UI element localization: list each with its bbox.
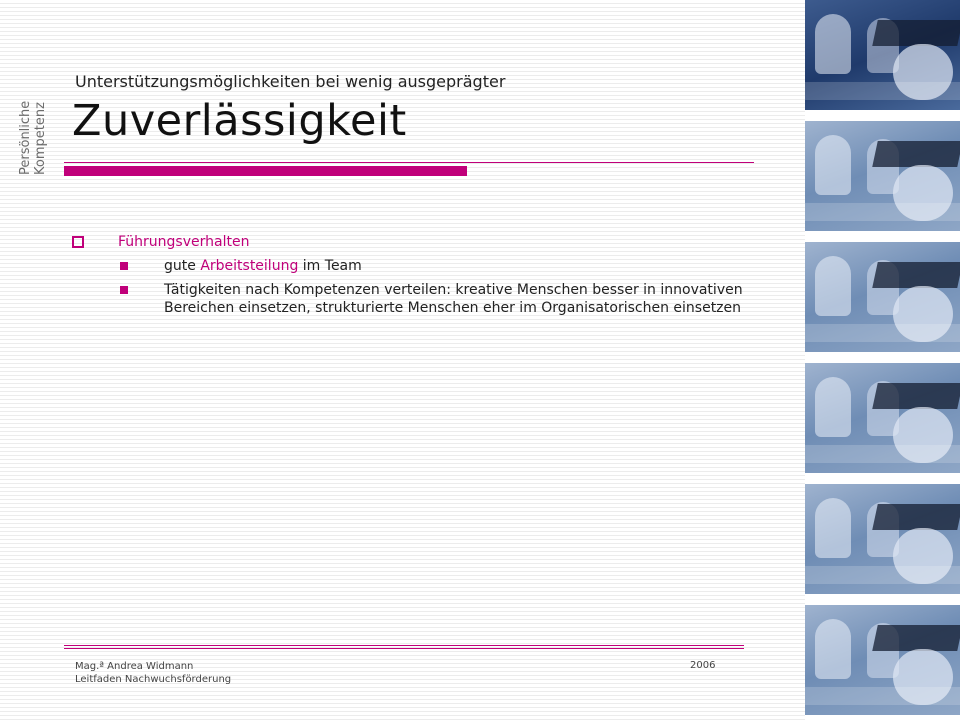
photo-tile <box>805 121 960 231</box>
slide-content <box>72 233 752 317</box>
photo-tile <box>805 0 960 110</box>
title-rule-thin <box>64 162 754 163</box>
bullet-heading: Führungsverhalten <box>118 234 250 250</box>
section-label <box>18 75 58 175</box>
footer-year: 2006 <box>690 660 716 671</box>
section-label-line2: Kompetenz <box>33 102 48 175</box>
photo-tile <box>805 363 960 473</box>
section-label-line1: Persönliche <box>18 100 33 175</box>
filled-square-bullet-icon <box>120 262 128 270</box>
photo-tile <box>805 484 960 594</box>
photo-strip <box>805 0 960 720</box>
slide-subtitle: Unterstützungsmöglichkeiten bei wenig ausgeprägter <box>75 72 506 91</box>
photo-tile <box>805 242 960 352</box>
bullet-text: Tätigkeiten nach Kompetenzen verteilen: kreative Menschen besser in innovativen Bereichen einsetzen, strukturierte Menschen eher im Organisatorischen einsetzen <box>164 282 743 316</box>
footer-credits <box>75 660 231 686</box>
bullet-text-after: im Team <box>298 258 362 274</box>
footer-author: Mag.ª Andrea Widmann <box>75 661 194 672</box>
footer-rule <box>64 648 744 649</box>
bullet-level1 <box>72 233 752 251</box>
footer-project: Leitfaden Nachwuchsförderung <box>75 674 232 685</box>
bullet-text-before: gute <box>164 258 201 274</box>
photo-tile <box>805 605 960 715</box>
title-rule-thick <box>64 166 467 176</box>
footer-rule <box>64 645 744 646</box>
bullet-item <box>72 281 752 317</box>
filled-square-bullet-icon <box>120 286 128 294</box>
bullet-item <box>72 257 752 275</box>
hollow-square-bullet-icon <box>72 236 84 248</box>
bullet-highlight: Arbeitsteilung <box>200 258 299 274</box>
slide-title: Zuverlässigkeit <box>72 96 407 146</box>
